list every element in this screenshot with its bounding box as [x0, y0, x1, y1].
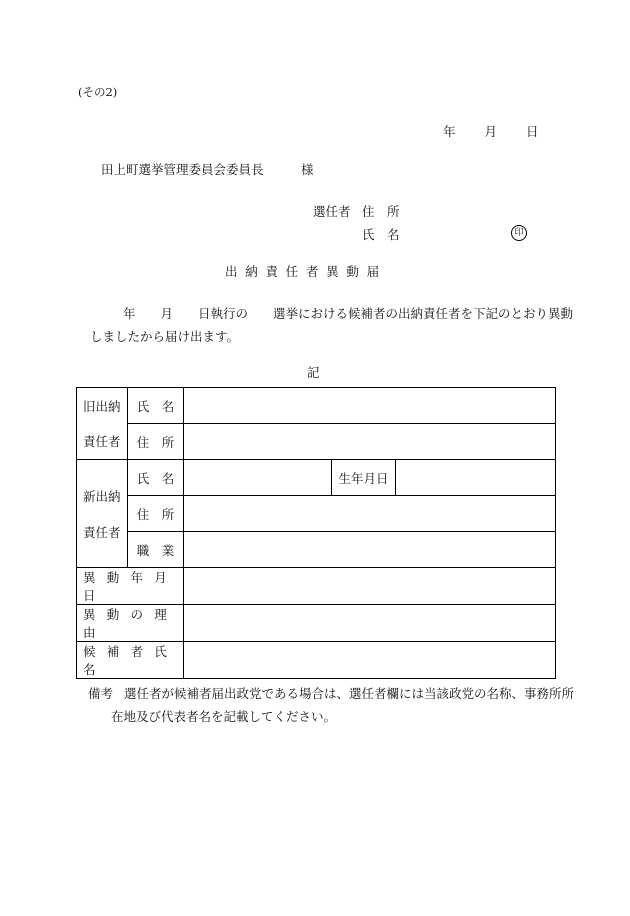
addressee-name: 田上町選挙管理委員会委員長 — [101, 162, 264, 177]
date-line: 年 月 日 — [443, 124, 539, 139]
new-name-field[interactable] — [184, 460, 332, 496]
addressee-honorific: 様 — [301, 162, 314, 177]
notes-label: 備考 — [88, 686, 114, 701]
birth-date-label: 生年月日 — [332, 460, 396, 496]
notes-line-1: 選任者が候補者届出政党である場合は、選任者欄には当該政党の名称、事務所所 — [124, 686, 575, 701]
new-name-label: 氏 名 — [128, 460, 184, 496]
occupation-field[interactable] — [184, 532, 556, 568]
new-treasurer-label-1: 新出納 — [83, 488, 121, 504]
seal-icon — [511, 223, 527, 241]
new-treasurer-label — [77, 460, 128, 568]
new-address-label: 住 所 — [128, 496, 184, 532]
change-date-label: 異動年月日 — [77, 568, 184, 605]
table-row — [77, 496, 556, 532]
change-date-field[interactable] — [184, 568, 556, 605]
old-treasurer-label-2: 責任者 — [77, 424, 128, 460]
sender-address-label: 住 所 — [362, 204, 400, 219]
table-row — [77, 568, 556, 605]
birth-date-field[interactable] — [396, 460, 556, 496]
table-row — [77, 642, 556, 679]
sender-name-label: 氏 名 — [362, 227, 400, 242]
seal-text: 印 — [511, 225, 527, 241]
old-name-label: 氏 名 — [128, 388, 184, 424]
change-reason-field[interactable] — [184, 605, 556, 642]
table-row — [77, 605, 556, 642]
old-name-field[interactable] — [184, 388, 556, 424]
body-line-1: 年 月 日執行の 選挙における候補者の出納責任者を下記のとおり異動 — [123, 306, 574, 321]
body-line-2: しましたから届け出ます。 — [90, 329, 240, 344]
sender-role: 選任者 — [313, 204, 351, 219]
new-treasurer-label-2: 責任者 — [83, 524, 121, 540]
new-address-field[interactable] — [184, 496, 556, 532]
table-row — [77, 388, 556, 424]
candidate-name-label: 候補者氏名 — [77, 642, 184, 679]
table-row — [77, 424, 556, 460]
form-number: (その2) — [78, 85, 118, 99]
document-title: 出 納 責 任 者 異 動 届 — [225, 264, 380, 279]
ki-heading: 記 — [307, 365, 320, 380]
old-address-label: 住 所 — [128, 424, 184, 460]
table-row — [77, 532, 556, 568]
change-reason-label: 異動の理由 — [77, 605, 184, 642]
old-treasurer-label-1: 旧出納 — [77, 388, 128, 424]
occupation-label: 職 業 — [128, 532, 184, 568]
table-row — [77, 460, 556, 496]
notes-line-2: 在地及び代表者名を記載してください。 — [111, 709, 337, 724]
old-address-field[interactable] — [184, 424, 556, 460]
treasurer-change-table — [76, 387, 556, 679]
candidate-name-field[interactable] — [184, 642, 556, 679]
